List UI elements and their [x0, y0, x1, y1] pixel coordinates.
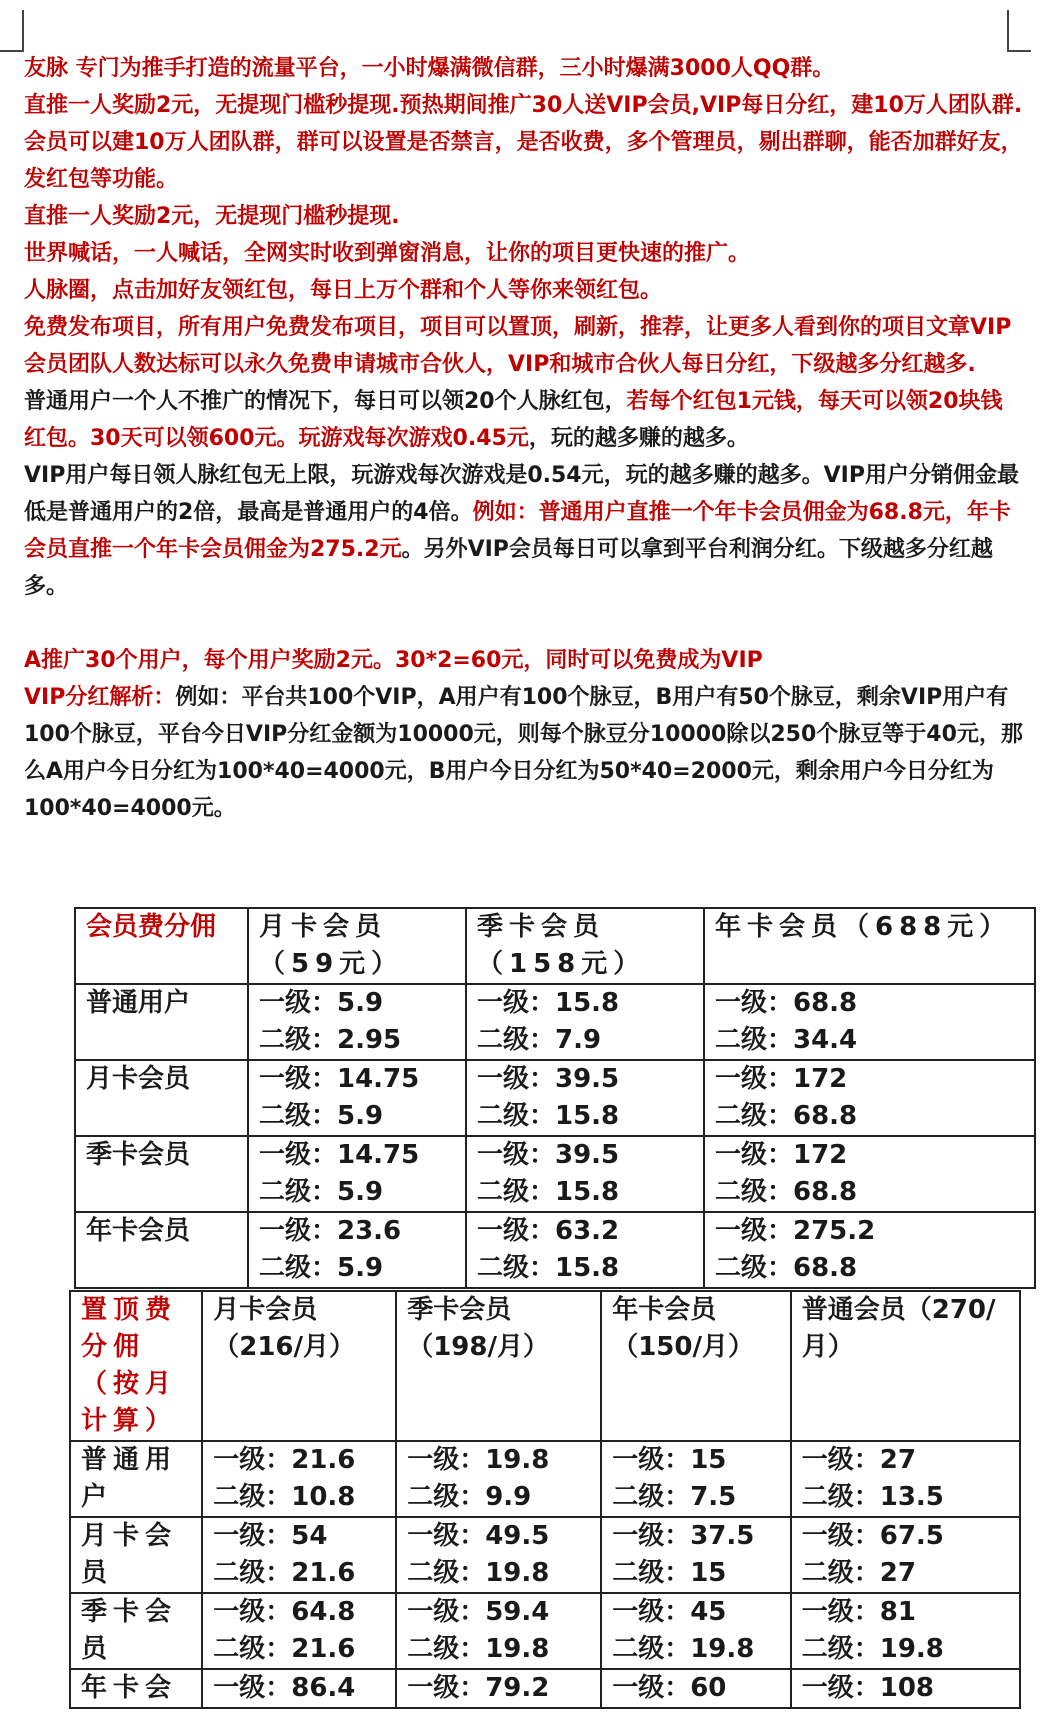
paragraph [24, 272, 1024, 309]
commission-value: 二级：19.8 [407, 1634, 550, 1664]
commission-value: 二级：19.8 [801, 1634, 944, 1664]
text-segment: VIP用户每日领人脉红包无上限，玩游戏每次游戏是0.54元，玩的越多赚的越多。VIP用户分销佣金最低是普通用户的2倍，最高是普通用户的4倍。 [24, 463, 1019, 525]
paragraph [24, 642, 1024, 679]
commission-value: 一级：23.6 [259, 1216, 402, 1246]
table-cell [466, 1060, 704, 1136]
commission-value: 一级：45 [612, 1597, 727, 1627]
table-cell [248, 984, 466, 1060]
text-segment: 世界喊话，一人喊话，全网实时收到弹窗消息，让你的项目更快速的推广。 [24, 241, 751, 266]
commission-value: 二级：19.8 [407, 1558, 550, 1588]
table-row [75, 1212, 1035, 1288]
text-segment: A推广30个用户，每个用户奖励2元。30*2=60元，同时可以免费成为VIP [24, 648, 763, 673]
text-segment: 例如：普通用户直推一个年卡会员佣金为68.8元，年卡会员直推一个年卡会员佣金为275.2元 [24, 500, 1011, 562]
table-cell [791, 1441, 1020, 1517]
commission-value: 二级：19.8 [612, 1634, 755, 1664]
commission-value: 一级：59.4 [407, 1597, 550, 1627]
commission-value: 二级：21.6 [213, 1634, 356, 1664]
text-segment: 直推一人奖励2元，无提现门槛秒提现. [24, 204, 400, 229]
commission-value: 一级：14.75 [259, 1064, 420, 1094]
table-column-header: 年卡会员（688元） [704, 908, 1035, 984]
table-cell [396, 1669, 601, 1708]
table-corner-header: 会员费分佣 [75, 908, 248, 984]
commission-value: 一级：64.8 [213, 1597, 356, 1627]
commission-value: 二级：13.5 [801, 1482, 944, 1512]
commission-value: 一级：21.6 [213, 1445, 356, 1475]
commission-value: 二级：15.8 [477, 1253, 620, 1283]
table-cell [601, 1593, 791, 1669]
table-row-label: 年卡会 [70, 1669, 202, 1708]
commission-value: 一级：54 [213, 1521, 328, 1551]
table-column-header: 月卡会员（59元） [248, 908, 466, 984]
table-cell [704, 1060, 1035, 1136]
pin-fee-commission-table [69, 1290, 1021, 1709]
paragraph [24, 679, 1024, 827]
table-row [70, 1441, 1020, 1517]
commission-value: 一级：49.5 [407, 1521, 550, 1551]
table-cell [466, 1136, 704, 1212]
table-cell [704, 1136, 1035, 1212]
commission-value: 一级：67.5 [801, 1521, 944, 1551]
crop-mark-top-left [0, 10, 24, 52]
paragraph [24, 198, 1024, 235]
commission-value: 二级：7.9 [477, 1025, 602, 1055]
table-cell [202, 1517, 396, 1593]
commission-value: 一级：39.5 [477, 1064, 620, 1094]
table-cell [202, 1441, 396, 1517]
table-row [75, 1060, 1035, 1136]
paragraph [24, 50, 1024, 87]
crop-mark-top-right [1007, 10, 1031, 52]
table-cell [248, 1212, 466, 1288]
text-segment: ，玩的越多赚的越多。 [528, 426, 749, 451]
table-corner-header: 置顶费分佣（按月计算） [70, 1291, 202, 1441]
commission-value: 一级：108 [801, 1673, 935, 1703]
table-cell [396, 1441, 601, 1517]
commission-value: 二级：7.5 [612, 1482, 737, 1512]
commission-value: 二级：68.8 [715, 1177, 858, 1207]
table-header-row [70, 1291, 1020, 1441]
commission-value: 一级：60 [612, 1673, 727, 1703]
commission-value: 二级：5.9 [259, 1177, 384, 1207]
table-column-header: 年卡会员（150/月） [601, 1291, 791, 1441]
table-cell [248, 1136, 466, 1212]
table-cell [791, 1517, 1020, 1593]
table-column-header: 季卡会员（158元） [466, 908, 704, 984]
commission-value: 一级：63.2 [477, 1216, 620, 1246]
table-row [75, 1136, 1035, 1212]
text-segment: 普通用户一个人不推广的情况下，每日可以领20个人脉红包， [24, 389, 627, 414]
table-cell [396, 1593, 601, 1669]
table-row [70, 1669, 1020, 1708]
table-row-label: 年卡会员 [75, 1212, 248, 1288]
commission-value: 一级：14.75 [259, 1140, 420, 1170]
commission-value: 一级：39.5 [477, 1140, 620, 1170]
table-cell [202, 1593, 396, 1669]
commission-value: 二级：5.9 [259, 1253, 384, 1283]
commission-value: 一级：79.2 [407, 1673, 550, 1703]
commission-value: 二级：21.6 [213, 1558, 356, 1588]
table-row-label: 季卡会员 [70, 1593, 202, 1669]
table-row-label: 月卡会员 [75, 1060, 248, 1136]
commission-value: 二级：15 [612, 1558, 727, 1588]
commission-value: 一级：81 [801, 1597, 916, 1627]
table-header-row [75, 908, 1035, 984]
table-cell [791, 1669, 1020, 1708]
table-row [70, 1593, 1020, 1669]
paragraph [24, 383, 1024, 457]
commission-value: 二级：15.8 [477, 1177, 620, 1207]
table-column-header: 普通会员（270/月） [791, 1291, 1020, 1441]
paragraph [24, 87, 1024, 124]
commission-value: 二级：5.9 [259, 1101, 384, 1131]
membership-commission-table [74, 907, 1036, 1289]
table-row-label: 季卡会员 [75, 1136, 248, 1212]
commission-value: 一级：86.4 [213, 1673, 356, 1703]
table-cell [791, 1593, 1020, 1669]
table-cell [202, 1669, 396, 1708]
table-cell [466, 984, 704, 1060]
table-cell [704, 984, 1035, 1060]
table-cell [601, 1669, 791, 1708]
commission-value: 一级：172 [715, 1140, 848, 1170]
table-row [70, 1517, 1020, 1593]
commission-value: 一级：5.9 [259, 988, 384, 1018]
table-row-label: 普通用户 [75, 984, 248, 1060]
table-cell [248, 1060, 466, 1136]
table-cell [466, 1212, 704, 1288]
text-segment: VIP分红解析： [24, 685, 176, 710]
text-segment: 若每个红包1元钱，每天可以领20块钱红包。30天可以领600元。玩游戏每次游戏0.45元 [24, 389, 1003, 451]
table-cell [396, 1517, 601, 1593]
table-row-label: 月卡会员 [70, 1517, 202, 1593]
table-row-label: 普通用户 [70, 1441, 202, 1517]
text-segment: 直推一人奖励2元，无提现门槛秒提现.预热期间推广30人送VIP会员,VIP每日分红，建10万人团队群. [24, 93, 1023, 118]
commission-value: 一级：68.8 [715, 988, 858, 1018]
commission-value: 二级：10.8 [213, 1482, 356, 1512]
text-segment: 例如：平台共100个VIP，A用户有100个脉豆，B用户有50个脉豆，剩余VIP用户有100个脉豆，平台今日VIP分红金额为10000元，则每个脉豆分10000除以250个脉豆等于40元，那么A用户今日分红为100*40=4000元，B用户今日分红为50*40=2000元，剩余用户今日分红为100*40=4000元。 [24, 685, 1023, 821]
commission-value: 一级：27 [801, 1445, 916, 1475]
paragraph [24, 235, 1024, 272]
text-segment: 。另外VIP会员每日可以拿到平台利润分红。下级越多分红越多。 [24, 537, 993, 599]
paragraph-gap [24, 605, 1024, 642]
paragraph [24, 309, 1024, 383]
commission-value: 二级：15.8 [477, 1101, 620, 1131]
table-cell [601, 1517, 791, 1593]
commission-value: 二级：27 [801, 1558, 916, 1588]
table-cell [704, 1212, 1035, 1288]
table-cell [601, 1441, 791, 1517]
commission-value: 二级：68.8 [715, 1101, 858, 1131]
commission-value: 二级：34.4 [715, 1025, 858, 1055]
promo-text [24, 50, 1024, 827]
commission-value: 一级：15 [612, 1445, 727, 1475]
text-segment: 会员可以建10万人团队群，群可以设置是否禁言，是否收费，多个管理员，剔出群聊，能否加群好友，发红包等功能。 [24, 130, 1023, 192]
commission-value: 二级：9.9 [407, 1482, 532, 1512]
paragraph [24, 124, 1024, 198]
commission-value: 一级：275.2 [715, 1216, 876, 1246]
text-segment: 人脉圈，点击加好友领红包，每日上万个群和个人等你来领红包。 [24, 278, 663, 303]
commission-value: 一级：37.5 [612, 1521, 755, 1551]
text-segment: 免费发布项目，所有用户免费发布项目，项目可以置顶，刷新，推荐，让更多人看到你的项目文章VIP会员团队人数达标可以永久免费申请城市合伙人，VIP和城市合伙人每日分红，下级越多分红越多. [24, 315, 1012, 377]
table-column-header: 月卡会员（216/月） [202, 1291, 396, 1441]
commission-value: 二级：2.95 [259, 1025, 402, 1055]
paragraph [24, 457, 1024, 605]
text-segment: 友脉 专门为推手打造的流量平台，一小时爆满微信群，三小时爆满3000人QQ群。 [24, 56, 835, 81]
commission-value: 一级：172 [715, 1064, 848, 1094]
commission-value: 一级：15.8 [477, 988, 620, 1018]
commission-value: 二级：68.8 [715, 1253, 858, 1283]
table-row [75, 984, 1035, 1060]
commission-value: 一级：19.8 [407, 1445, 550, 1475]
table-column-header: 季卡会员（198/月） [396, 1291, 601, 1441]
